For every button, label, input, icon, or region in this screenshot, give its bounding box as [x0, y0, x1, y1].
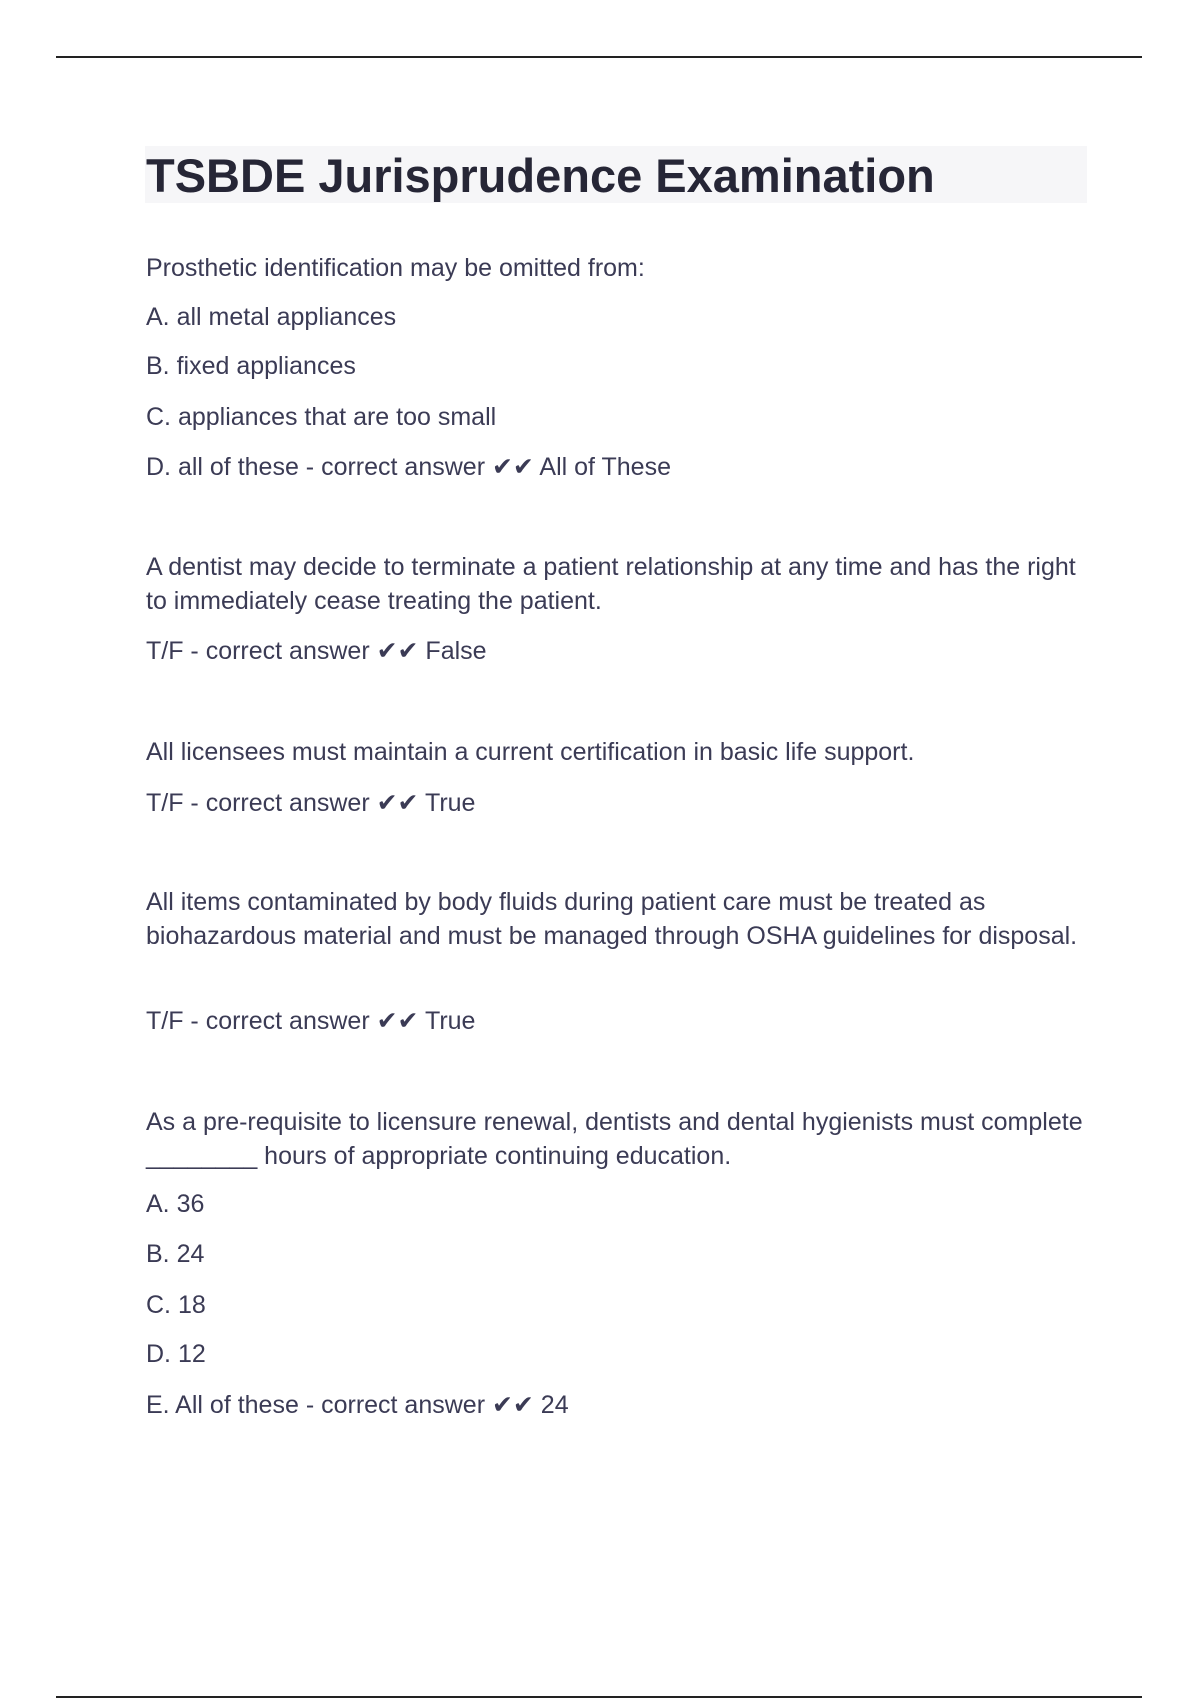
question-prompt: A dentist may decide to terminate a patient relationship at any time and has the right to immediately cease treating the patient. — [146, 553, 1076, 615]
answer-option: D. 12 — [146, 1340, 206, 1368]
answer-option: T/F - correct answer ✔✔ True — [146, 789, 476, 817]
page-title: TSBDE Jurisprudence Examination — [146, 149, 935, 202]
question-prompt: All licensees must maintain a current certification in basic life support. — [146, 738, 915, 766]
answer-option: T/F - correct answer ✔✔ False — [146, 637, 487, 665]
answer-option: C. appliances that are too small — [146, 403, 497, 431]
answer-option: T/F - correct answer ✔✔ True — [146, 1007, 476, 1035]
answer-option: C. 18 — [146, 1291, 206, 1319]
question-prompt: Prosthetic identification may be omitted from: — [146, 254, 645, 282]
answer-option: B. 24 — [146, 1240, 205, 1268]
question-prompt: As a pre-requisite to licensure renewal, dentists and dental hygienists must complete ________ hours of appropriate continuing education. — [146, 1108, 1083, 1170]
answer-option: B. fixed appliances — [146, 352, 356, 380]
answer-option: D. all of these - correct answer ✔✔ All of These — [146, 453, 671, 481]
question-prompt: All items contaminated by body fluids during patient care must be treated as biohazardous material and must be managed through OSHA guidelines for disposal. — [146, 888, 1078, 950]
answer-option: E. All of these - correct answer ✔✔ 24 — [146, 1391, 569, 1419]
top-rule — [56, 56, 1142, 58]
bottom-rule — [56, 1696, 1142, 1698]
answer-option: A. 36 — [146, 1190, 205, 1218]
answer-option: A. all metal appliances — [146, 303, 397, 331]
